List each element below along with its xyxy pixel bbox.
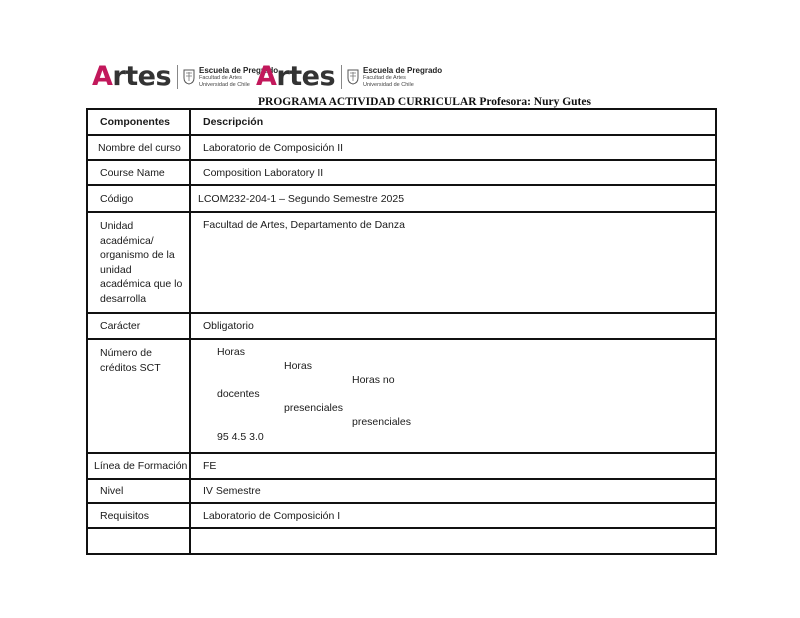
logo-faculty: Facultad de Artes [363, 74, 406, 81]
course-program-table [86, 108, 717, 555]
row-label-course-name-en: Course Name [100, 166, 165, 179]
page-title: PROGRAMA ACTIVIDAD CURRICULAR Profesora: Nury Gutes [258, 96, 591, 108]
header-cell-components [87, 109, 190, 135]
row-value-requirements: Laboratorio de Composición I [203, 509, 341, 522]
table-row [87, 528, 716, 554]
row-label-course-name-es: Nombre del curso [98, 141, 181, 154]
logo-school: Escuela de Pregrado [199, 65, 279, 75]
table-row [87, 503, 716, 528]
header-description-label: Descripción [203, 116, 264, 128]
row-label-sct-credits: Número de créditos SCT [100, 347, 161, 374]
row-label-requirements: Requisitos [100, 509, 150, 522]
uchile-shield-icon [347, 69, 359, 85]
row-value-academic-unit: Facultad de Artes, Departamento de Danza [203, 219, 405, 231]
logo-wordmark: Artes [92, 61, 172, 92]
row-value-character: Obligatorio [203, 320, 254, 332]
table-row [87, 212, 716, 313]
credits-header-hours: Horas [217, 346, 246, 358]
logo-text [363, 66, 442, 89]
credits-header-presential: presenciales [284, 402, 343, 414]
logo-wordmark: Artes [256, 61, 336, 92]
uchile-shield-icon [183, 69, 195, 85]
row-value-course-name-es: Laboratorio de Composición II [203, 141, 344, 154]
table-row [87, 313, 716, 339]
table-row [87, 160, 716, 185]
logo-university: Universidad de Chile [199, 81, 250, 88]
row-value-level: IV Semestre [203, 485, 261, 497]
credits-header-hours-non: Horas no [352, 374, 395, 386]
table-row [87, 339, 716, 453]
row-value-training-line: FE [203, 460, 217, 472]
logo-divider [177, 65, 178, 89]
table-row [87, 185, 716, 212]
sct-credits-grid [191, 340, 715, 452]
credits-header-presential-2: presenciales [352, 416, 411, 428]
artes-logo [256, 62, 442, 92]
row-label-code: Código [100, 192, 134, 205]
row-label-level: Nivel [100, 485, 124, 497]
header-components-label: Componentes [100, 116, 171, 128]
table-row [87, 453, 716, 479]
header-cell-description [190, 109, 716, 135]
row-label-academic-unit: Unidad académica/ organismo de la unidad académica que lo desarrolla [100, 220, 183, 305]
credits-header-hours-presential: Horas [284, 360, 313, 372]
row-label-character: Carácter [100, 320, 141, 332]
artes-logo [92, 62, 278, 92]
logo-divider [341, 65, 342, 89]
row-label-training-line: Línea de Formación [94, 460, 188, 472]
table-row [87, 479, 716, 503]
credits-values: 95 4.5 3.0 [217, 431, 264, 443]
credits-header-teaching: docentes [217, 388, 260, 400]
logo-university: Universidad de Chile [363, 81, 414, 88]
logo-faculty: Facultad de Artes [199, 74, 242, 81]
row-value-code: LCOM232-204-1 – Segundo Semestre 2025 [198, 192, 405, 205]
table-header-row [87, 109, 716, 135]
logo-school: Escuela de Pregrado [363, 65, 443, 75]
row-value-course-name-en: Composition Laboratory II [203, 166, 324, 179]
table-row [87, 135, 716, 160]
